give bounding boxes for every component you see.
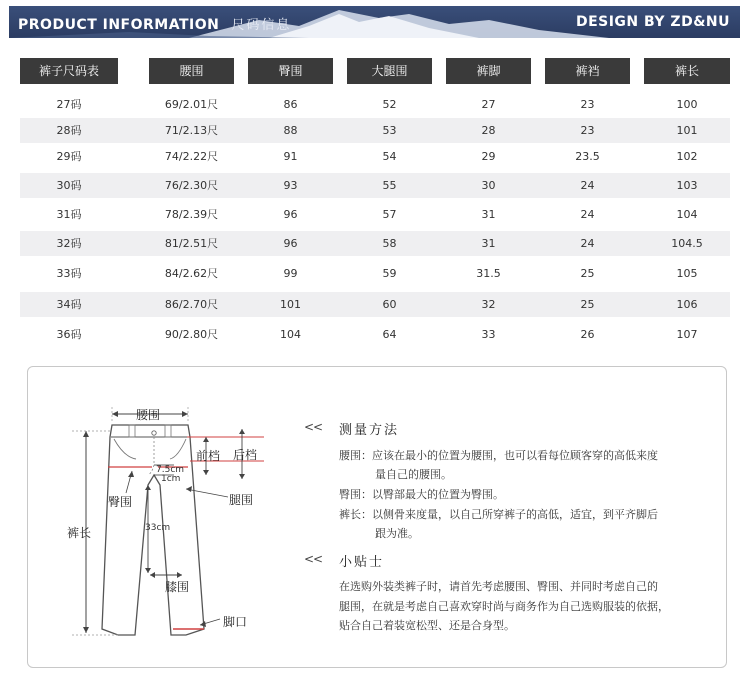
cell-length: 102 — [676, 150, 698, 163]
measure-waist-line1: 腰围：应该在最小的位置为腰围，也可以看每位顾客穿的高低来度 — [339, 449, 658, 462]
cell-size: 34码 — [56, 298, 82, 311]
measure-title: 测量方法 — [339, 423, 400, 438]
cell-hip: 96 — [283, 208, 298, 221]
diagram-label-knee: 膝围 — [165, 580, 190, 594]
cell-rise: 23 — [580, 124, 595, 137]
cell-waist: 71/2.13尺 — [164, 124, 219, 137]
table-row — [20, 144, 730, 169]
diagram-label-hem: 脚口 — [223, 615, 248, 629]
cell-rise: 24 — [580, 237, 595, 250]
cell-hem: 31 — [481, 237, 496, 250]
cell-size: 29码 — [56, 150, 82, 163]
cell-rise: 23.5 — [575, 150, 600, 163]
table-row — [20, 231, 730, 256]
banner-credit: DESIGN BY ZD&NU — [575, 14, 730, 30]
measurement-guide-box — [27, 366, 727, 668]
table-row — [20, 261, 730, 286]
cell-rise: 26 — [580, 328, 595, 341]
diagram-mark-33cm: 33cm — [145, 523, 171, 533]
tips-chevron-icon: << — [304, 552, 323, 566]
cell-hip: 96 — [283, 237, 298, 250]
table-row — [20, 173, 730, 198]
cell-waist: 78/2.39尺 — [164, 208, 219, 221]
cell-hip: 101 — [280, 298, 301, 311]
cell-hem: 28 — [481, 124, 496, 137]
cell-length: 104.5 — [671, 237, 703, 250]
cell-waist: 86/2.70尺 — [164, 298, 219, 311]
diagram-mark-7-5cm: 7.5cm — [156, 465, 185, 475]
cell-length: 105 — [676, 267, 698, 280]
cell-waist: 81/2.51尺 — [164, 237, 219, 250]
cell-hip: 99 — [283, 267, 298, 280]
cell-hip: 86 — [283, 98, 298, 111]
cell-thigh: 55 — [382, 179, 397, 192]
cell-thigh: 60 — [382, 298, 397, 311]
cell-waist: 90/2.80尺 — [164, 328, 219, 341]
cell-length: 100 — [676, 98, 698, 111]
measure-hip-line: 臀围：以臀部最大的位置为臀围。 — [339, 488, 504, 501]
table-header-hip: 臀围 — [248, 58, 333, 84]
cell-size: 36码 — [56, 328, 82, 341]
measure-length-line1: 裤长：以侧骨来度量，以自己所穿裤子的高低，适宜，到平齐脚后 — [339, 508, 658, 521]
diagram-label-waist: 腰围 — [136, 408, 161, 422]
cell-rise: 25 — [580, 298, 595, 311]
tips-title: 小贴士 — [339, 555, 385, 570]
cell-length: 107 — [676, 328, 698, 341]
cell-hem: 31 — [481, 208, 496, 221]
table-header-thigh: 大腿围 — [347, 58, 432, 84]
cell-hip: 91 — [283, 150, 298, 163]
diagram-mark-1cm: 1cm — [161, 474, 181, 484]
diagram-label-thigh: 腿围 — [229, 493, 254, 507]
banner — [9, 6, 740, 38]
measure-chevron-icon: << — [304, 420, 323, 434]
cell-rise: 23 — [580, 98, 595, 111]
table-row — [20, 292, 730, 317]
cell-hip: 93 — [283, 179, 298, 192]
cell-size: 27码 — [56, 98, 82, 111]
cell-thigh: 59 — [382, 267, 397, 280]
cell-hem: 31.5 — [476, 267, 501, 280]
table-header-rise: 裤裆 — [545, 58, 630, 84]
cell-size: 31码 — [56, 208, 82, 221]
diagram-label-hip: 臀围 — [108, 495, 133, 509]
cell-rise: 25 — [580, 267, 595, 280]
table-row — [20, 322, 730, 347]
cell-hem: 32 — [481, 298, 496, 311]
cell-thigh: 54 — [382, 150, 397, 163]
table-header-waist: 腰围 — [149, 58, 234, 84]
banner-title — [18, 14, 291, 33]
cell-waist: 76/2.30尺 — [164, 179, 219, 192]
cell-hip: 104 — [280, 328, 301, 341]
cell-hem: 29 — [481, 150, 496, 163]
table-header-size: 裤子尺码表 — [20, 58, 118, 84]
cell-waist: 69/2.01尺 — [164, 98, 219, 111]
cell-thigh: 57 — [382, 208, 397, 221]
cell-size: 30码 — [56, 179, 82, 192]
cell-thigh: 53 — [382, 124, 397, 137]
table-header-hem: 裤脚 — [446, 58, 531, 84]
cell-length: 101 — [676, 124, 698, 137]
cell-hem: 30 — [481, 179, 496, 192]
diagram-label-front-rise: 前档 — [196, 449, 221, 463]
cell-size: 33码 — [56, 267, 82, 280]
cell-thigh: 52 — [382, 98, 397, 111]
cell-thigh: 58 — [382, 237, 397, 250]
diagram-label-length: 裤长 — [67, 526, 92, 540]
banner-subtitle: 尺码信息 — [231, 18, 292, 33]
cell-rise: 24 — [580, 208, 595, 221]
cell-rise: 24 — [580, 179, 595, 192]
tips-line1: 在选购外装类裤子时，请首先考虑腰围、臀围、并同时考虑自己的 — [339, 580, 658, 593]
cell-hip: 88 — [283, 124, 298, 137]
tips-line3: 贴合自己着装宽松型、还是合身型。 — [339, 619, 515, 632]
cell-size: 28码 — [56, 124, 82, 137]
table-row — [20, 118, 730, 143]
cell-thigh: 64 — [382, 328, 397, 341]
cell-hem: 33 — [481, 328, 496, 341]
table-row — [20, 92, 730, 117]
cell-length: 103 — [676, 179, 698, 192]
tips-line2: 腿围，在就是考虑自己喜欢穿时尚与商务作为自己选购服装的依据， — [339, 600, 669, 613]
cell-length: 104 — [676, 208, 698, 221]
table-header-length: 裤长 — [644, 58, 730, 84]
measure-waist-line2: 量自己的腰围。 — [375, 468, 452, 481]
table-row — [20, 202, 730, 227]
measure-length-line2: 跟为准。 — [375, 527, 419, 540]
cell-hem: 27 — [481, 98, 496, 111]
cell-waist: 84/2.62尺 — [164, 267, 219, 280]
cell-length: 106 — [676, 298, 698, 311]
banner-title-text: PRODUCT INFORMATION — [18, 17, 220, 33]
cell-waist: 74/2.22尺 — [164, 150, 219, 163]
diagram-label-back-rise: 后档 — [233, 448, 258, 462]
cell-size: 32码 — [56, 237, 82, 250]
